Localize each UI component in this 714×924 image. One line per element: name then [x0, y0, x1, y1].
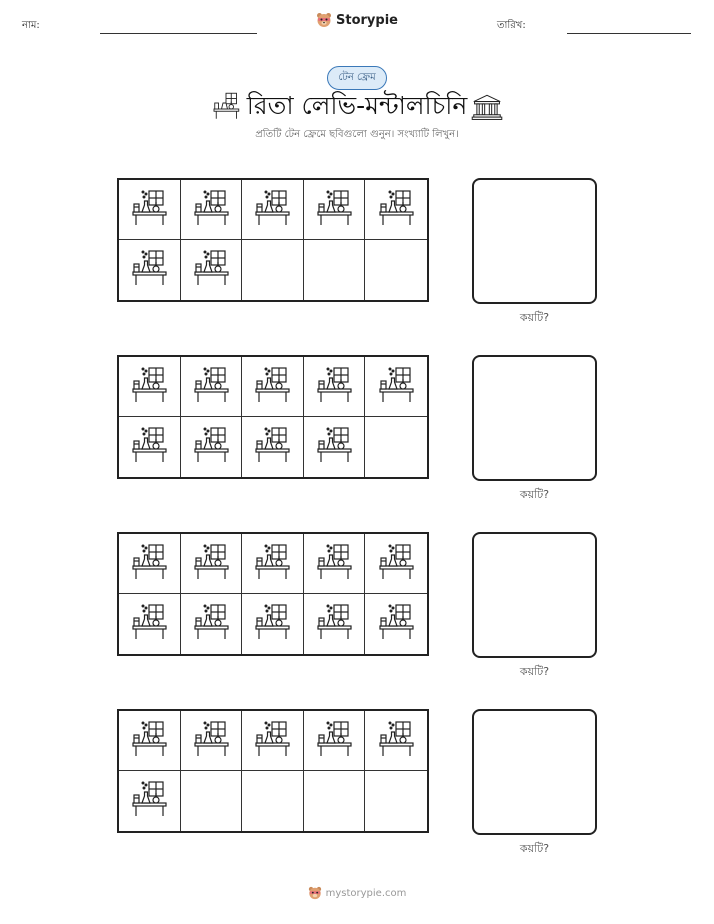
ten-frame-cell [304, 534, 366, 594]
lab-desk-icon [129, 188, 169, 232]
ten-frame-cell [119, 417, 181, 477]
ten-frame-cell [365, 417, 427, 477]
lab-desk-icon [252, 542, 292, 586]
ten-frame-cell [242, 594, 304, 654]
answer-box[interactable] [472, 532, 597, 658]
ten-frame-cell [242, 711, 304, 771]
ten-frame-cell [119, 534, 181, 594]
ten-frame-cell [365, 711, 427, 771]
ten-frame-cell [119, 180, 181, 240]
answer-box[interactable] [472, 709, 597, 835]
lab-desk-icon [314, 602, 354, 646]
ten-frame-cell [304, 711, 366, 771]
footer-url: mystorypie.com [325, 887, 407, 899]
ten-frame-cell [119, 594, 181, 654]
ten-frame-cell [181, 534, 243, 594]
lab-desk-icon [191, 542, 231, 586]
ten-frame-cell [242, 357, 304, 417]
answer-box[interactable] [472, 355, 597, 481]
lab-desk-icon [314, 719, 354, 763]
ten-frame-cell [181, 357, 243, 417]
lab-desk-icon [252, 425, 292, 469]
ten-frame-cell [365, 534, 427, 594]
footer [0, 885, 714, 904]
ten-frame [117, 709, 429, 833]
ten-frame-cell [181, 417, 243, 477]
ten-frame-cell [119, 357, 181, 417]
lab-desk-icon [376, 188, 416, 232]
ten-frame-cell [119, 240, 181, 300]
name-label: নাম: [22, 20, 40, 31]
ten-frame-cell [304, 180, 366, 240]
lab-desk-icon [129, 365, 169, 409]
ten-frame-cell [242, 180, 304, 240]
ten-frame-cell [181, 771, 243, 831]
lab-desk-icon [191, 188, 231, 232]
ten-frame [117, 178, 429, 302]
lab-desk-icon [376, 602, 416, 646]
ten-frame-cell [242, 417, 304, 477]
name-field[interactable] [100, 33, 257, 34]
ten-frame-cell [304, 417, 366, 477]
topic-badge: টেন ফ্রেম [327, 66, 387, 90]
ten-frame-cell [304, 594, 366, 654]
lab-desk-icon [252, 188, 292, 232]
ten-frame-cell [181, 711, 243, 771]
lab-desk-icon [376, 365, 416, 409]
lab-desk-icon [129, 779, 169, 823]
museum-icon [471, 93, 503, 121]
lab-desk-icon [314, 542, 354, 586]
lab-desk-icon [252, 719, 292, 763]
lab-desk-icon [252, 602, 292, 646]
ten-frame-cell [304, 240, 366, 300]
lab-desk-icon [376, 719, 416, 763]
ten-frame-cell [242, 771, 304, 831]
ten-frame [117, 532, 429, 656]
instructions: প্রতিটি টেন ফ্রেমে ছবিগুলো গুনুন। সংখ্যাটি লিখুন। [255, 129, 459, 140]
ten-frame-cell [242, 534, 304, 594]
ten-frame-cell [181, 180, 243, 240]
answer-box[interactable] [472, 178, 597, 304]
lab-desk-icon [252, 365, 292, 409]
lab-desk-icon [314, 425, 354, 469]
ten-frame-cell [365, 771, 427, 831]
lab-desk-icon [191, 602, 231, 646]
ten-frame-cell [304, 771, 366, 831]
lab-desk-icon [129, 602, 169, 646]
ten-frame-cell [365, 180, 427, 240]
ten-frame-cell [365, 240, 427, 300]
ten-frame-cell [242, 240, 304, 300]
lab-desk-icon [314, 188, 354, 232]
lab-desk-icon [129, 425, 169, 469]
brand-logo [0, 12, 714, 32]
lab-desk-icon [129, 542, 169, 586]
lab-desk-icon [191, 425, 231, 469]
lab-desk-icon [129, 248, 169, 292]
ten-frame-cell [181, 240, 243, 300]
ten-frame-cell [119, 711, 181, 771]
how-many-label: কয়টি? [519, 842, 550, 855]
how-many-label: কয়টি? [519, 311, 550, 324]
how-many-label: কয়টি? [519, 665, 550, 678]
brand-name: Storypie [336, 12, 398, 28]
lab-desk-icon [191, 365, 231, 409]
ten-frame [117, 355, 429, 479]
date-label: তারিখ: [497, 20, 526, 31]
lab-desk-icon [191, 719, 231, 763]
ten-frame-cell [365, 357, 427, 417]
ten-frame-cell [181, 594, 243, 654]
lab-desk-icon [314, 365, 354, 409]
page-title: রিতা লেভি-মন্টালচিনি [246, 91, 468, 120]
ten-frame-cell [365, 594, 427, 654]
bear-logo-icon [308, 886, 322, 900]
lab-desk-icon [191, 248, 231, 292]
ten-frame-cell [304, 357, 366, 417]
lab-desk-icon [376, 542, 416, 586]
bear-logo-icon [316, 12, 332, 28]
how-many-label: কয়টি? [519, 488, 550, 501]
lab-desk-icon [129, 719, 169, 763]
date-field[interactable] [567, 33, 691, 34]
ten-frame-cell [119, 771, 181, 831]
